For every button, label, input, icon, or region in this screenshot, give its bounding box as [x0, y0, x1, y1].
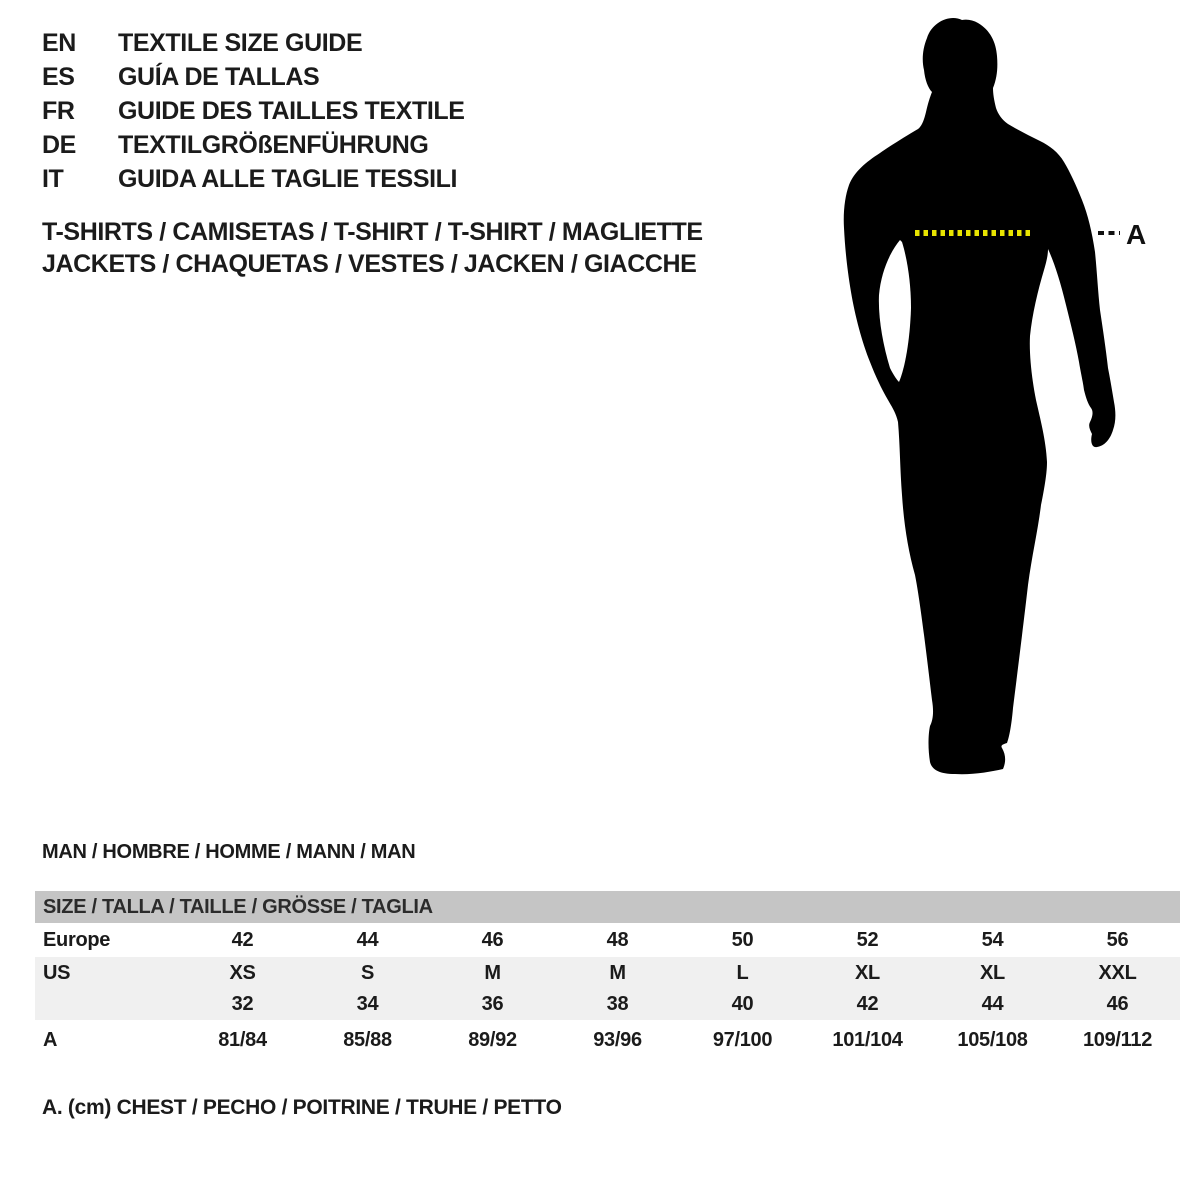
size-cell: 42	[231, 928, 254, 951]
size-cell: 44	[981, 993, 1004, 1015]
size-cell: M	[609, 961, 626, 984]
table-row-chest	[35, 1020, 1180, 1060]
language-label: GUIDA ALLE TAGLIE TESSILI	[118, 165, 458, 193]
language-label: GUIDE DES TAILLES TEXTILE	[118, 97, 465, 125]
size-cell: L	[736, 961, 749, 984]
language-row	[42, 162, 465, 196]
size-cell: 54	[981, 928, 1004, 951]
size-cell: 32	[231, 993, 254, 1015]
table-row-us	[35, 957, 1180, 989]
size-cell: 101/104	[832, 1028, 903, 1051]
language-row	[42, 26, 465, 60]
size-cell: 48	[606, 928, 629, 951]
size-cell: M	[484, 961, 501, 984]
section-title: MAN / HOMBRE / HOMME / MANN / MAN	[42, 841, 416, 863]
size-cell: 93/96	[593, 1028, 642, 1051]
size-cell: 42	[856, 993, 879, 1015]
man-figure	[820, 0, 1200, 800]
language-code: DE	[42, 131, 76, 159]
size-cell: 38	[606, 993, 629, 1015]
size-cell: 52	[856, 928, 879, 951]
size-cell: 46	[481, 928, 504, 951]
language-label: TEXTILE SIZE GUIDE	[118, 29, 363, 57]
man-silhouette	[844, 18, 1116, 774]
row-label: A	[43, 1028, 58, 1051]
language-code: EN	[42, 29, 76, 57]
row-label: Europe	[43, 928, 111, 951]
size-cell: 109/112	[1082, 1028, 1153, 1051]
size-cell: 105/108	[957, 1028, 1028, 1051]
size-cell: 56	[1106, 928, 1129, 951]
size-cell: 34	[356, 993, 379, 1015]
product-types-line-1: T-SHIRTS / CAMISETAS / T-SHIRT / T-SHIRT / MAGLIETTE	[42, 218, 703, 246]
language-code: ES	[42, 63, 75, 91]
size-cell: 85/88	[343, 1028, 392, 1051]
row-label: US	[43, 961, 71, 984]
size-cell: XL	[855, 961, 880, 984]
language-code: FR	[42, 97, 75, 125]
language-row	[42, 94, 465, 128]
table-row-europe	[35, 923, 1180, 957]
language-list	[42, 26, 465, 196]
size-table-header: SIZE / TALLA / TAILLE / GRÖSSE / TAGLIA	[35, 891, 1180, 923]
size-cell: 46	[1106, 993, 1129, 1015]
size-cell: XXL	[1098, 961, 1137, 984]
size-cell: 44	[356, 928, 379, 951]
measure-label-a: A	[1126, 219, 1147, 250]
footnote: A. (cm) CHEST / PECHO / POITRINE / TRUHE / PETTO	[42, 1096, 562, 1119]
size-cell: 40	[731, 993, 754, 1015]
language-row	[42, 128, 465, 162]
size-cell: XL	[980, 961, 1005, 984]
product-types-line-2: JACKETS / CHAQUETAS / VESTES / JACKEN / GIACCHE	[42, 250, 697, 278]
size-cell: 97/100	[712, 1028, 773, 1051]
size-cell: 89/92	[468, 1028, 517, 1051]
size-cell: 81/84	[218, 1028, 267, 1051]
language-label: GUÍA DE TALLAS	[118, 63, 320, 91]
language-row	[42, 60, 465, 94]
language-code: IT	[42, 165, 64, 193]
product-types	[42, 216, 703, 280]
size-cell: 50	[731, 928, 754, 951]
size-table	[35, 891, 1180, 1060]
language-label: TEXTILGRÖßENFÜHRUNG	[118, 131, 429, 159]
size-cell: S	[360, 961, 375, 984]
size-cell: XS	[229, 961, 256, 984]
size-cell: 36	[481, 993, 504, 1015]
table-row-numeric	[35, 989, 1180, 1020]
